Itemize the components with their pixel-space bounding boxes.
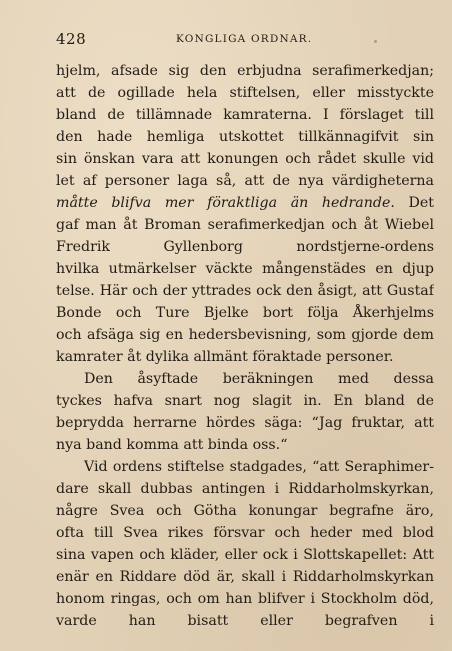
text-line: [56, 368, 434, 390]
text-run: telse. Här och der yttrades ock den åsigt, att Gustaf: [56, 283, 434, 299]
page-number: 428: [56, 30, 87, 48]
text-line: [56, 280, 434, 302]
running-head: KONGLIGA ORDNAR.: [176, 33, 313, 45]
text-run: beprydda herrarne hördes säga: “Jag fruktar, att: [56, 415, 434, 431]
text-run: sina vapen och kläder, eller ock i Slottskapellet: Att: [56, 547, 434, 563]
text-line: [56, 214, 434, 236]
text-line: [56, 500, 434, 522]
text-run: och afsäga sig en hedersbevisning, som gjorde dem: [56, 327, 434, 343]
text-run: dare skall dubbas antingen i Riddarholmskyrkan,: [56, 481, 434, 497]
text-line: [56, 324, 434, 346]
text-line: [56, 566, 434, 588]
text-run: bland de tillämnade kamraterna. I förslaget till: [56, 107, 434, 123]
text-run: Den åsyftade beräkningen med dessa: [84, 371, 434, 387]
text-line: [56, 478, 434, 500]
text-run: Det: [408, 195, 434, 211]
paper-speck: [374, 40, 377, 43]
text-run: kamrater åt dylika allmänt föraktade personer.: [56, 349, 394, 365]
text-run: honom ringas, och om han blifver i Stockholm död,: [56, 591, 434, 607]
text-line: [56, 412, 434, 434]
text-run: Vid ordens stiftelse stadgades, “att Seraphimer-: [84, 459, 434, 475]
italic-text: måtte blifva mer föraktliga än hedrande.: [56, 195, 395, 211]
text-line: [56, 346, 434, 368]
text-line: [56, 104, 434, 126]
text-line: [56, 610, 434, 632]
text-line: [56, 588, 434, 610]
text-run: varde han bisatt eller begrafven i: [56, 613, 434, 629]
text-run: ofta till Svea rikes försvar och heder med blod: [56, 525, 434, 541]
text-line: [56, 82, 434, 104]
text-line: [56, 434, 434, 456]
text-line: [56, 456, 434, 478]
text-line: [56, 522, 434, 544]
text-run: sin önskan vara att konungen och rådet skulle vid: [56, 151, 434, 167]
text-line: [56, 258, 434, 280]
text-run: den hade hemliga utskottet tillkännagifvit sin: [56, 129, 434, 145]
body-text: [56, 60, 434, 632]
text-run: gaf man åt Broman serafimerkedjan och åt Wiebel: [56, 217, 434, 233]
text-run: let af personer laga så, att de nya värdigheterna: [56, 173, 434, 189]
text-run: enär en Riddare död är, skall i Riddarholmskyrkan: [56, 569, 434, 585]
text-run: Bonde och Ture Bjelke bort följa Åkerhjelms: [56, 305, 434, 321]
text-line: [56, 60, 434, 82]
text-run: någre Svea och Götha konungar begrafne äro,: [56, 503, 434, 519]
text-run: hvilka utmärkelser väckte mångenstädes en djup: [56, 261, 434, 277]
page-header: [0, 30, 452, 50]
text-line: [56, 126, 434, 148]
text-line: [56, 302, 434, 324]
text-run: nya band komma att binda oss.“: [56, 437, 288, 453]
text-line: [56, 236, 434, 258]
text-run: hjelm, afsade sig den erbjudna serafimerkedjan;: [56, 63, 434, 79]
text-line: [56, 170, 434, 192]
text-line: [56, 390, 434, 412]
text-run: tyckes hafva snart nog slagit in. En bland de: [56, 393, 434, 409]
text-line: [56, 148, 434, 170]
text-line: [56, 192, 434, 214]
text-run: att de ogillade hela stiftelsen, eller misstyckte: [56, 85, 434, 101]
text-line: [56, 544, 434, 566]
text-run: Fredrik Gyllenborg nordstjerne-ordens: [56, 239, 434, 255]
